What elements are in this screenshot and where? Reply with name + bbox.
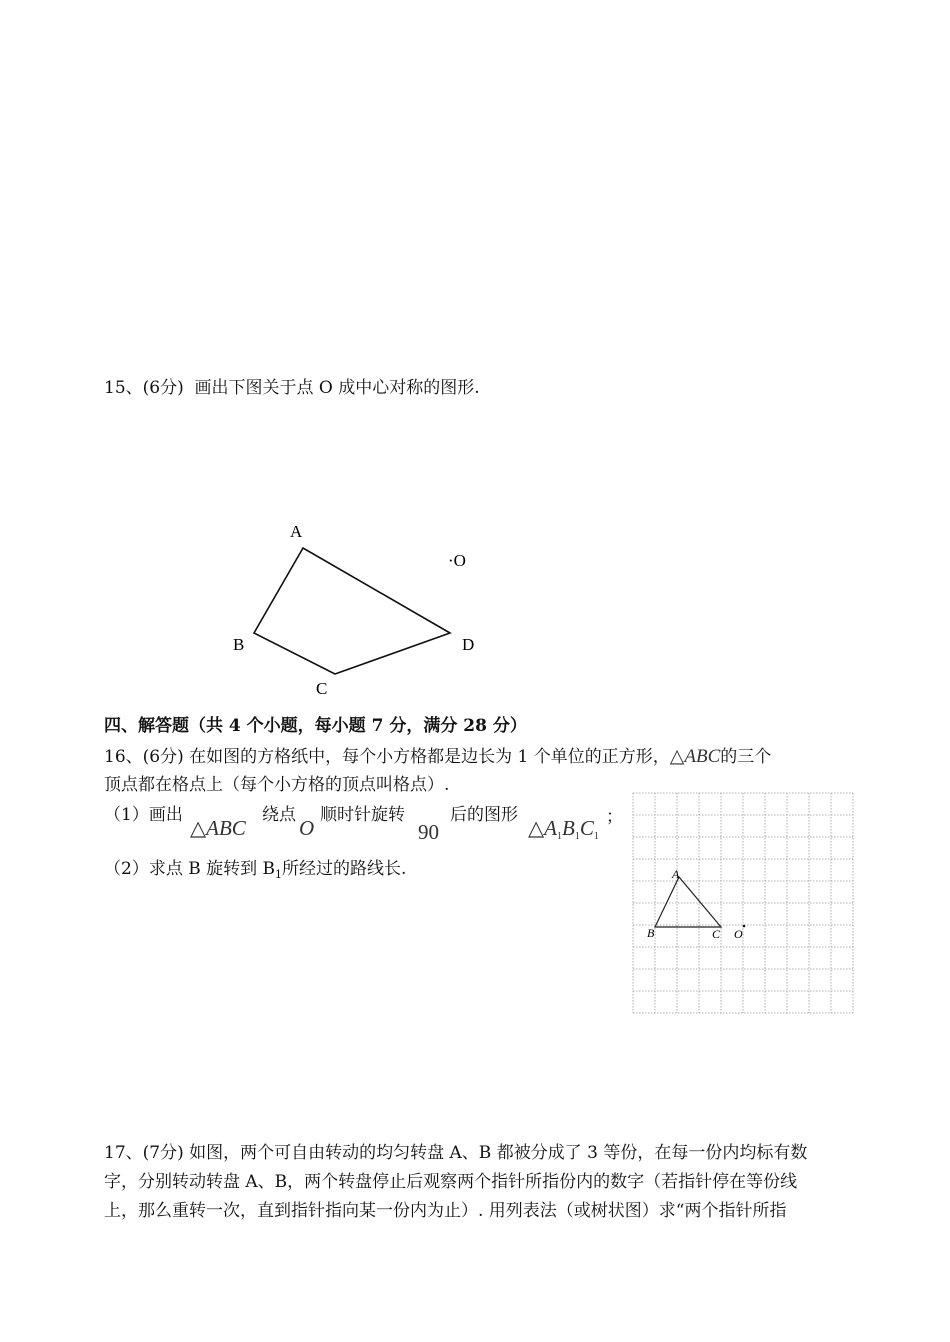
q16-part1-tri: △ABC — [190, 816, 246, 840]
grid-label-a: A — [672, 867, 680, 881]
q15-label-b: B — [233, 635, 245, 654]
q16-line1-end: 的三个 — [720, 747, 772, 767]
q16-part2-sub: 1 — [275, 868, 283, 881]
q16-line1-math: △ABC — [669, 746, 721, 767]
q16-part1-after: 后的图形 — [450, 805, 518, 825]
q16-result-sub-b: 1 — [574, 831, 580, 842]
grid-label-c: C — [712, 927, 721, 941]
q15-label-c: C — [316, 679, 328, 698]
q17-line1 — [104, 1145, 807, 1162]
q16-part1-around: 绕点 — [262, 805, 296, 825]
q15-line — [104, 380, 480, 397]
q16-result-a: △A — [528, 816, 557, 840]
q16-part2 — [104, 861, 406, 883]
q16-part2-text: （2）求点 B 旋转到 B — [104, 859, 276, 879]
q16-part1-result — [528, 816, 599, 842]
q16-result-c: C — [579, 816, 594, 840]
grid-label-b: B — [647, 926, 655, 940]
q17-number: 17、(7分) — [104, 1143, 184, 1163]
section4-heading: 四、解答题（共 4 个小题，每小题 7 分，满分 28 分） — [104, 716, 527, 736]
grid-label-o: O — [734, 927, 743, 941]
q17-line2: 字，分别转动转盘 A、B，两个转盘停止后观察两个指针所指份内的数字（若指针停在等份线 — [104, 1172, 798, 1192]
q15-label-a: A — [290, 522, 303, 541]
q16-part1-prefix: （1）画出 — [104, 805, 183, 825]
q16-part2-end: 所经过的路线长. — [282, 859, 407, 879]
q15-number: 15、(6分) — [104, 378, 184, 398]
q16-result-sub-a: 1 — [556, 831, 562, 842]
q16-part1-cw: 顺时针旋转 — [320, 805, 405, 825]
quadrilateral-abcd — [254, 548, 450, 674]
q16-line1-text: 在如图的方格纸中，每个小方格都是边长为 1 个单位的正方形， — [189, 747, 670, 767]
q17-line3: 上，那么重转一次，直到指针指向某一份内为止）. 用列表法（或树状图）求“两个指针所指 — [104, 1201, 787, 1221]
q15-label-o: ·O — [448, 551, 466, 570]
q15-text: 画出下图关于点 O 成中心对称的图形. — [194, 378, 480, 398]
q17-line1-text: 如图，两个可自由转动的均匀转盘 A、B 都被分成了 3 等份，在每一份内均标有数 — [189, 1143, 808, 1163]
q16-part1-o: O — [299, 816, 315, 840]
q15-label-d: D — [462, 635, 475, 654]
q16-number: 16、(6分) — [104, 747, 184, 767]
q16-result-sub-c: 1 — [593, 831, 599, 842]
q16-grid-figure — [630, 790, 860, 1020]
q16-line1 — [104, 748, 771, 766]
q15-figure — [220, 515, 510, 705]
point-o-dot — [743, 925, 746, 928]
q16-part1-end: ； — [606, 807, 623, 827]
q16-line2: 顶点都在格点上（每个小方格的顶点叫格点）. — [104, 775, 450, 795]
q16-result-b: B — [561, 816, 575, 840]
q16-part1-90: 90 — [418, 820, 439, 844]
triangle-abc — [655, 877, 721, 927]
